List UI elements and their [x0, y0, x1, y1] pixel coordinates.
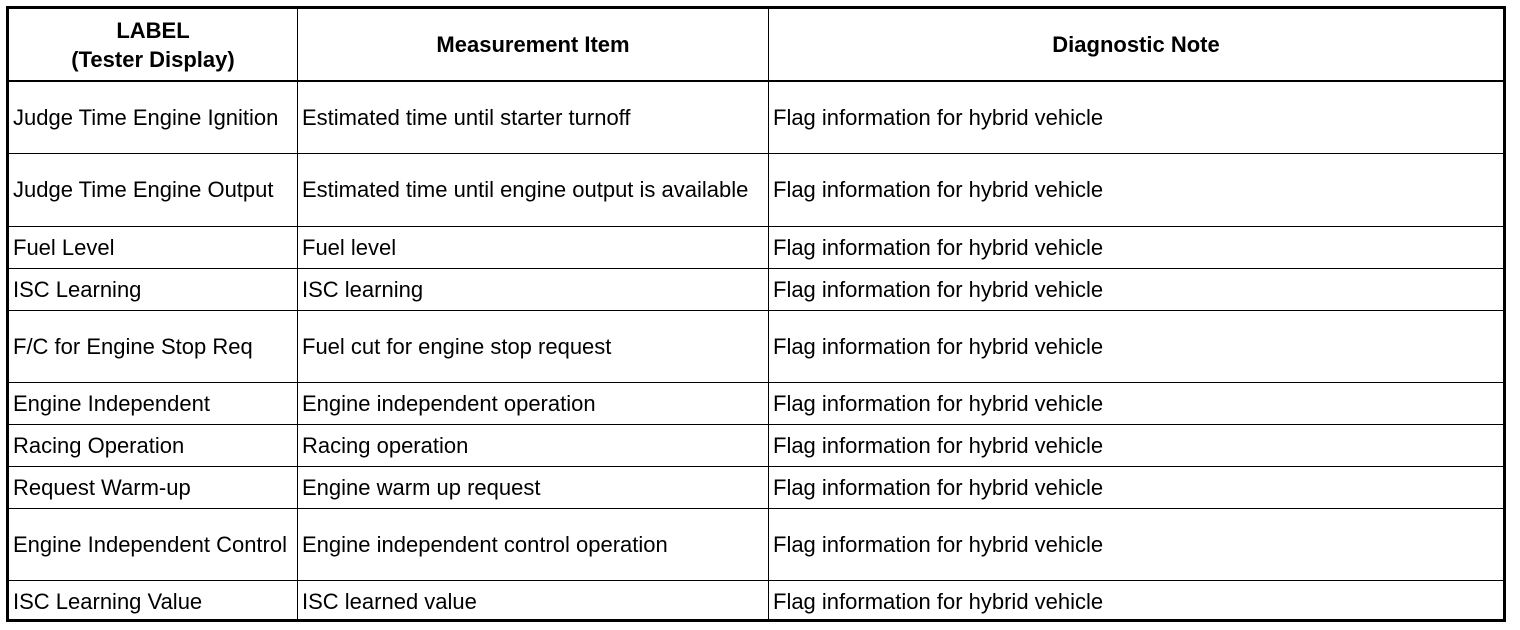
cell-diagnostic-note: Flag information for hybrid vehicle	[769, 382, 1504, 424]
cell-diagnostic-note: Flag information for hybrid vehicle	[769, 466, 1504, 508]
cell-diagnostic-note: Flag information for hybrid vehicle	[769, 310, 1504, 382]
cell-label: ISC Learning Value	[9, 580, 298, 622]
cell-measurement-item: Racing operation	[298, 424, 769, 466]
table-row	[9, 310, 1503, 382]
cell-label: Engine Independent	[9, 382, 298, 424]
cell-diagnostic-note: Flag information for hybrid vehicle	[769, 268, 1504, 310]
cell-diagnostic-note: Flag information for hybrid vehicle	[769, 153, 1504, 226]
cell-measurement-item: Engine independent control operation	[298, 508, 769, 580]
cell-diagnostic-note: Flag information for hybrid vehicle	[769, 226, 1504, 268]
cell-label: Racing Operation	[9, 424, 298, 466]
cell-diagnostic-note: Flag information for hybrid vehicle	[769, 508, 1504, 580]
cell-diagnostic-note: Flag information for hybrid vehicle	[769, 81, 1504, 153]
cell-label: Request Warm-up	[9, 466, 298, 508]
header-measurement-item: Measurement Item	[298, 9, 769, 81]
table-row	[9, 424, 1503, 466]
table-row	[9, 268, 1503, 310]
cell-label: F/C for Engine Stop Req	[9, 310, 298, 382]
cell-label: Judge Time Engine Output	[9, 153, 298, 226]
cell-measurement-item: ISC learning	[298, 268, 769, 310]
cell-diagnostic-note: Flag information for hybrid vehicle	[769, 424, 1504, 466]
table-row	[9, 226, 1503, 268]
cell-label: ISC Learning	[9, 268, 298, 310]
header-label	[9, 9, 298, 81]
data-list-table-frame	[6, 6, 1506, 622]
cell-measurement-item: Engine independent operation	[298, 382, 769, 424]
cell-measurement-item: Fuel cut for engine stop request	[298, 310, 769, 382]
cell-measurement-item: Estimated time until starter turnoff	[298, 81, 769, 153]
table-row	[9, 508, 1503, 580]
table-row	[9, 81, 1503, 153]
cell-measurement-item: Engine warm up request	[298, 466, 769, 508]
cell-label: Fuel Level	[9, 226, 298, 268]
cell-diagnostic-note: Flag information for hybrid vehicle	[769, 580, 1504, 622]
header-label-line1: LABEL	[116, 17, 190, 43]
table-row	[9, 382, 1503, 424]
data-list-table	[9, 9, 1503, 622]
header-label-line2: (Tester Display)	[71, 46, 235, 72]
table-header-row	[9, 9, 1503, 81]
table-row	[9, 580, 1503, 622]
table-row	[9, 466, 1503, 508]
header-diagnostic-note: Diagnostic Note	[769, 9, 1504, 81]
cell-measurement-item: Fuel level	[298, 226, 769, 268]
cell-label: Engine Independent Control	[9, 508, 298, 580]
cell-measurement-item: Estimated time until engine output is available	[298, 153, 769, 226]
cell-label: Judge Time Engine Ignition	[9, 81, 298, 153]
cell-measurement-item: ISC learned value	[298, 580, 769, 622]
table-row	[9, 153, 1503, 226]
